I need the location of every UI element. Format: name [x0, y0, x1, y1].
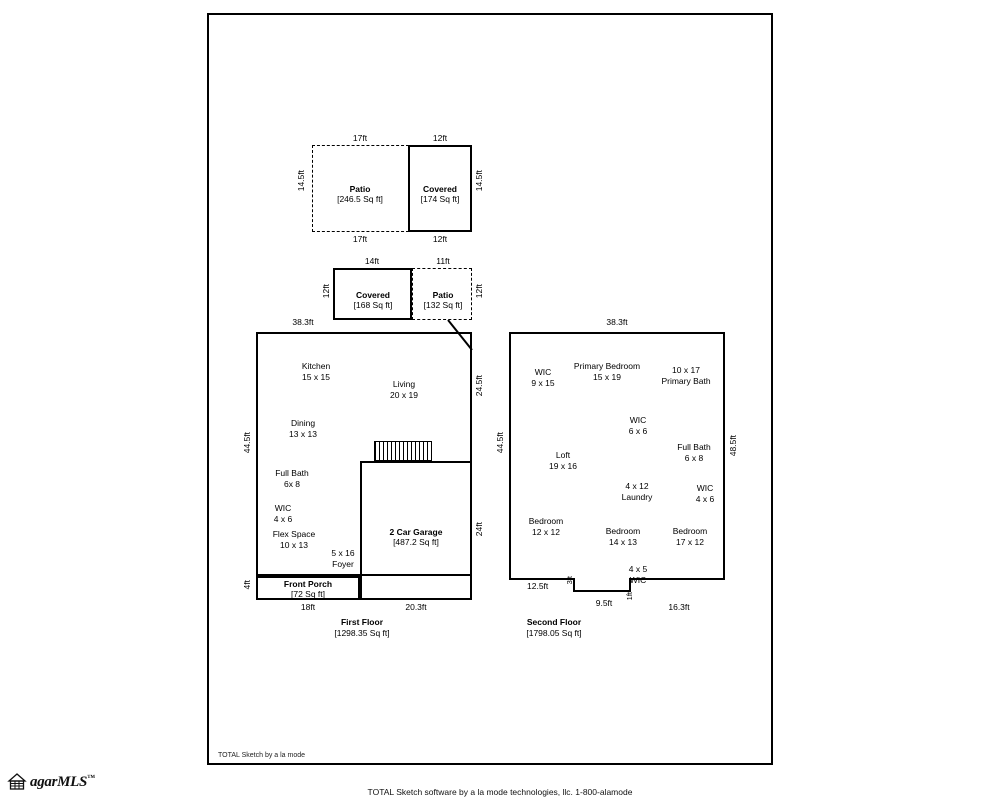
second-floor-bottom-notch-right-dim: 1ft	[625, 592, 634, 601]
second-floor-bottom-notch-left-dim: 3ft	[565, 576, 574, 585]
room-wic-mid-dims: 6 x 6	[628, 425, 648, 436]
room-dining-dims: 13 x 13	[289, 428, 317, 439]
room-living	[390, 379, 418, 400]
room-patio-mid-name: Patio	[432, 290, 454, 300]
room-kitchen-dims: 15 x 15	[302, 371, 330, 382]
room-dining	[289, 418, 317, 439]
room-full-bath-first	[275, 468, 309, 489]
room-full-bath-first-dims: 6x 8	[283, 478, 301, 489]
room-primary-bath-name: Primary Bath	[661, 375, 711, 386]
room-primary-bedroom-name: Primary Bedroom	[573, 361, 641, 371]
room-kitchen-name: Kitchen	[301, 361, 331, 371]
second-floor-bottom-left-dim: 12.5ft	[527, 581, 549, 591]
second-floor-bottom-mid-dim: 9.5ft	[595, 598, 613, 608]
room-wic-mid	[629, 415, 647, 436]
room-covered-upper	[421, 184, 460, 205]
room-bedroom-right-name: Bedroom	[672, 526, 708, 536]
room-loft-dims: 19 x 16	[549, 460, 577, 471]
room-laundry-dims: 4 x 12	[625, 481, 649, 491]
room-patio-mid	[424, 290, 463, 311]
second-floor-right-dim: 48.5ft	[728, 435, 738, 457]
room-bedroom-right-dims: 17 x 12	[676, 536, 704, 547]
room-loft-name: Loft	[555, 450, 571, 460]
room-garage-area: [487.2 Sq ft]	[393, 537, 439, 548]
mls-logo-tm: ™	[87, 773, 95, 782]
room-loft	[549, 450, 577, 471]
room-foyer	[331, 548, 354, 569]
mls-logo	[6, 772, 95, 792]
first-floor-bottom-right-dim: 20.3ft	[405, 602, 427, 612]
room-primary-bedroom	[574, 361, 640, 382]
room-wic-mid-name: WIC	[629, 415, 647, 425]
room-bedroom-left-dims: 12 x 12	[532, 526, 560, 537]
first-floor-bottom-left-dim: 18ft	[300, 602, 316, 612]
room-bedroom-center-name: Bedroom	[605, 526, 641, 536]
room-primary-bath	[661, 365, 710, 386]
front-porch-left-dim: 4ft	[242, 580, 252, 590]
second-floor-area: [1798.05 Sq ft]	[526, 628, 582, 639]
patio-mid-top-dim: 11ft	[436, 256, 450, 266]
patio-upper-bottom-right-dim: 12ft	[432, 234, 448, 244]
second-floor-top-dim: 38.3ft	[606, 317, 628, 327]
room-flex-space-dims: 10 x 13	[280, 539, 308, 550]
first-floor-right-lower-dim: 24ft	[474, 522, 484, 537]
patio-mid-right-dim: 12ft	[474, 284, 484, 299]
first-floor-title-block	[334, 617, 389, 639]
room-covered-mid	[354, 290, 393, 311]
room-patio-mid-area: [132 Sq ft]	[423, 300, 463, 311]
room-garage	[390, 527, 443, 548]
bottom-credit: TOTAL Sketch software by a la mode technologies, llc. 1-800-alamode	[367, 787, 633, 797]
stairs-symbol	[374, 441, 432, 461]
room-wic-primary-name: WIC	[534, 367, 552, 377]
room-front-porch	[284, 579, 332, 600]
room-bedroom-right	[673, 526, 708, 547]
room-garage-name: 2 Car Garage	[389, 527, 443, 537]
room-primary-bath-dims: 10 x 17	[672, 365, 700, 375]
first-floor-corner-cut	[448, 318, 476, 352]
covered-mid-top-dim: 14ft	[364, 256, 380, 266]
room-living-name: Living	[392, 379, 416, 389]
room-front-porch-area: [72 Sq ft]	[290, 589, 326, 600]
room-bedroom-center-dims: 14 x 13	[609, 536, 637, 547]
second-floor-notch-inner	[575, 576, 629, 584]
mls-logo-text: agarMLS™	[30, 773, 95, 790]
patio-upper-bottom-left-dim: 17ft	[352, 234, 368, 244]
second-floor-left-dim: 44.5ft	[495, 432, 505, 454]
room-full-bath-second	[677, 442, 711, 463]
room-patio-upper	[337, 184, 383, 205]
room-full-bath-first-name: Full Bath	[275, 468, 309, 478]
room-front-porch-name: Front Porch	[283, 579, 333, 589]
room-covered-mid-name: Covered	[355, 290, 390, 300]
room-wic-first-dims: 4 x 6	[273, 513, 293, 524]
covered-mid-left-dim: 12ft	[321, 284, 331, 299]
room-wic-bottom-dims: 4 x 5	[628, 564, 648, 574]
room-wic-bottom	[629, 564, 647, 585]
first-floor-area: [1298.35 Sq ft]	[334, 628, 390, 639]
room-wic-first	[274, 503, 292, 524]
patio-upper-top-right-dim: 12ft	[432, 133, 448, 143]
room-bedroom-left	[529, 516, 564, 537]
room-covered-mid-area: [168 Sq ft]	[353, 300, 393, 311]
patio-upper-top-left-dim: 17ft	[352, 133, 368, 143]
first-floor-top-dim: 38.3ft	[292, 317, 314, 327]
room-flex-space	[273, 529, 316, 550]
room-wic-primary	[531, 367, 554, 388]
second-floor-bottom-right-dim: 16.3ft	[668, 602, 690, 612]
first-floor-left-dim: 44.5ft	[242, 432, 252, 454]
first-floor-right-upper-dim: 24.5ft	[474, 375, 484, 397]
room-patio-upper-area: [246.5 Sq ft]	[337, 194, 383, 205]
room-wic-primary-dims: 9 x 15	[531, 377, 555, 388]
room-foyer-name: Foyer	[332, 558, 354, 569]
room-wic-first-name: WIC	[274, 503, 292, 513]
room-patio-upper-name: Patio	[349, 184, 371, 194]
room-flex-space-name: Flex Space	[272, 529, 316, 539]
room-bedroom-center	[606, 526, 641, 547]
room-laundry	[622, 481, 653, 502]
room-full-bath-second-dims: 6 x 8	[684, 452, 704, 463]
room-wic-hall	[696, 483, 714, 504]
room-covered-upper-area: [174 Sq ft]	[420, 194, 460, 205]
second-floor-title: Second Floor	[526, 617, 582, 627]
room-bedroom-left-name: Bedroom	[528, 516, 564, 526]
room-covered-upper-name: Covered	[422, 184, 457, 194]
house-logo-icon	[6, 772, 28, 792]
sketch-software-note: TOTAL Sketch by a la mode	[218, 752, 306, 759]
room-primary-bedroom-dims: 15 x 19	[593, 371, 621, 382]
room-living-dims: 20 x 19	[390, 389, 418, 400]
room-laundry-name: Laundry	[621, 491, 653, 502]
second-floor-title-block	[526, 617, 581, 639]
room-dining-name: Dining	[290, 418, 316, 428]
patio-upper-left-side-dim: 14.5ft	[296, 170, 306, 192]
room-wic-hall-dims: 4 x 6	[695, 493, 715, 504]
room-foyer-dims: 5 x 16	[331, 548, 355, 558]
room-kitchen	[302, 361, 330, 382]
room-wic-hall-name: WIC	[696, 483, 714, 493]
room-full-bath-second-name: Full Bath	[677, 442, 711, 452]
patio-upper-right-side-dim: 14.5ft	[474, 170, 484, 192]
first-floor-title: First Floor	[340, 617, 384, 627]
room-wic-bottom-name: WIC	[629, 574, 647, 585]
